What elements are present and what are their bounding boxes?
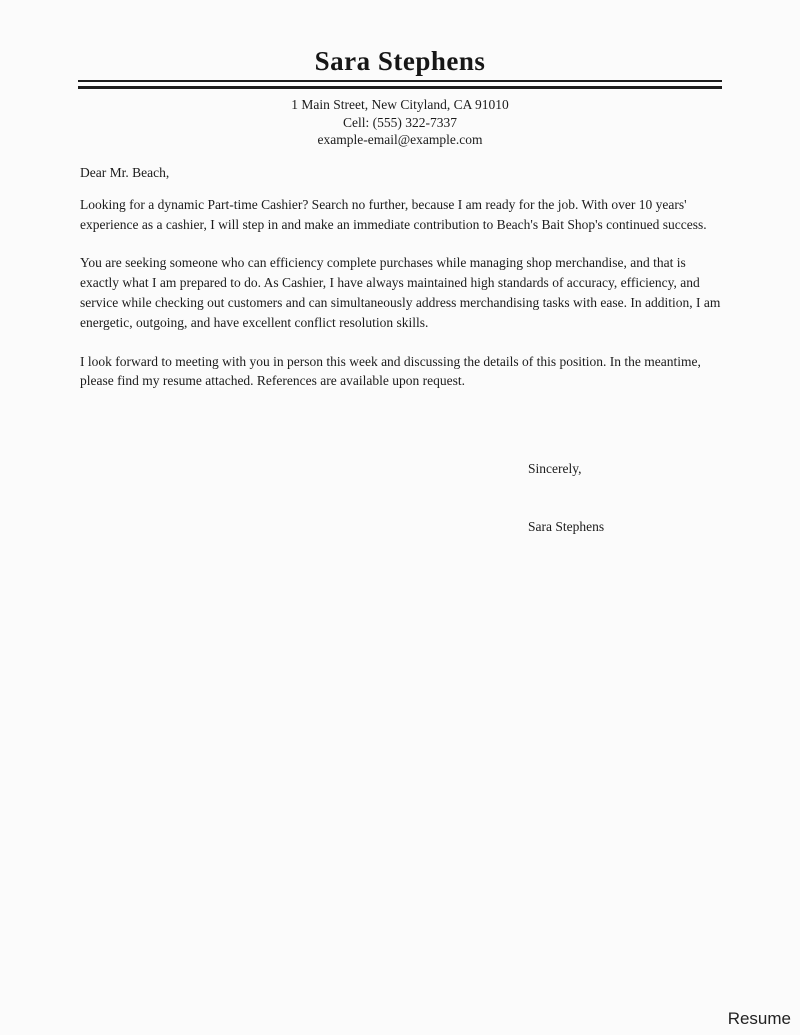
signature-name: Sara Stephens xyxy=(528,519,605,534)
contact-address: 1 Main Street, New Cityland, CA 91010 xyxy=(291,97,509,112)
body-paragraph-1: Looking for a dynamic Part-time Cashier? Search no further, because I am ready for the job. With over 10 years' experience as a cashier, I will step in and make an immediate contribution to Beach's Bait Shop's continued success. xyxy=(80,196,707,232)
closing-salutation: Sincerely, xyxy=(528,461,582,476)
letterhead-name: Sara Stephens xyxy=(314,46,486,76)
contact-email: example-email@example.com xyxy=(317,132,483,147)
body-paragraph-2: You are seeking someone who can efficiency complete purchases while managing shop merchandise, and that is exactly what I am prepared to do. As Cashier, I have always maintained high standards of accuracy, efficiency, and service while checking out customers and can simultaneously address merchandising tasks with ease. In addition, I am energetic, outgoing, and have excellent conflict resolution skills. xyxy=(80,255,721,330)
contact-phone: Cell: (555) 322-7337 xyxy=(343,114,457,130)
body-paragraph-3: I look forward to meeting with you in person this week and discussing the details of this position. In the meantime, please find my resume attached. References are available upon request. xyxy=(80,353,701,389)
resume-caption-label: Resume xyxy=(727,1009,791,1028)
letterhead-double-rule xyxy=(78,80,722,89)
letterhead-contact-block xyxy=(0,96,800,149)
letter-body xyxy=(80,163,722,410)
salutation: Dear Mr. Beach, xyxy=(80,165,170,180)
